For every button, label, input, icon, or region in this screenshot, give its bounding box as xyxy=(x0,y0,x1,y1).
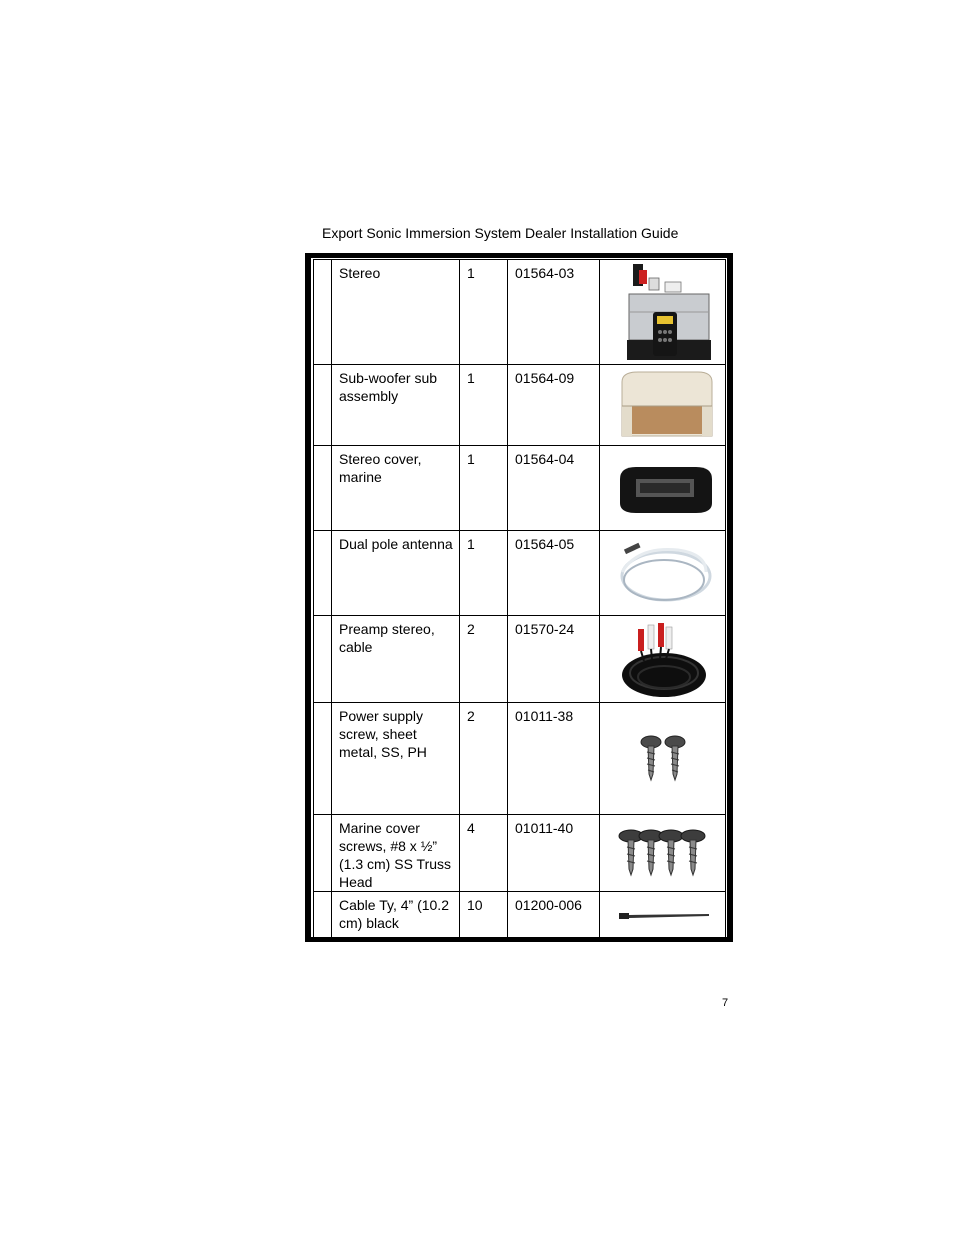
item-description: Preamp stereo, cable xyxy=(332,616,460,703)
cable-tie-icon xyxy=(613,906,713,926)
item-image xyxy=(600,703,726,815)
item-quantity: 1 xyxy=(460,260,508,365)
item-image xyxy=(600,815,726,892)
item-quantity: 1 xyxy=(460,365,508,446)
item-part-number: 01570-24 xyxy=(508,616,600,703)
blank-cell xyxy=(314,365,332,446)
item-image xyxy=(600,365,726,446)
table-row xyxy=(314,892,726,941)
parts-table xyxy=(313,259,726,941)
blank-cell xyxy=(314,531,332,616)
parts-table-inner-border xyxy=(310,257,728,938)
rca-cable-icon xyxy=(608,617,718,701)
two-screws-icon xyxy=(633,734,693,784)
item-part-number: 01564-04 xyxy=(508,446,600,531)
item-part-number: 01564-05 xyxy=(508,531,600,616)
item-quantity: 2 xyxy=(460,703,508,815)
table-row xyxy=(314,260,726,365)
item-image xyxy=(600,616,726,703)
item-image xyxy=(600,260,726,365)
item-description: Stereo xyxy=(332,260,460,365)
item-quantity: 10 xyxy=(460,892,508,941)
table-row xyxy=(314,446,726,531)
blank-cell xyxy=(314,892,332,941)
table-row xyxy=(314,365,726,446)
item-quantity: 2 xyxy=(460,616,508,703)
item-part-number: 01011-38 xyxy=(508,703,600,815)
table-row xyxy=(314,616,726,703)
item-image xyxy=(600,446,726,531)
table-row xyxy=(314,815,726,892)
four-screws-icon xyxy=(615,827,711,879)
item-description: Marine cover screws, #8 x ½” (1.3 cm) SS Truss Head xyxy=(332,815,460,892)
subwoofer-enclosure-icon xyxy=(608,366,718,444)
item-part-number: 01564-03 xyxy=(508,260,600,365)
item-part-number: 01200-006 xyxy=(508,892,600,941)
page-number: 7 xyxy=(722,997,729,1009)
item-part-number: 01011-40 xyxy=(508,815,600,892)
item-description: Cable Ty, 4” (10.2 cm) black xyxy=(332,892,460,941)
blank-cell xyxy=(314,616,332,703)
stereo-cover-icon xyxy=(608,447,718,529)
stereo-head-unit-icon xyxy=(613,260,713,364)
item-quantity: 1 xyxy=(460,446,508,531)
blank-cell xyxy=(314,446,332,531)
item-part-number: 01564-09 xyxy=(508,365,600,446)
item-description: Dual pole antenna xyxy=(332,531,460,616)
item-description: Power supply screw, sheet metal, SS, PH xyxy=(332,703,460,815)
table-row xyxy=(314,531,726,616)
page-header: Export Sonic Immersion System Dealer Installation Guide xyxy=(322,225,679,241)
antenna-cable-icon xyxy=(608,532,718,614)
item-description: Stereo cover, marine xyxy=(332,446,460,531)
item-quantity: 1 xyxy=(460,531,508,616)
parts-table-frame xyxy=(305,253,733,942)
item-description: Sub-woofer sub assembly xyxy=(332,365,460,446)
item-image xyxy=(600,892,726,941)
table-row xyxy=(314,703,726,815)
blank-cell xyxy=(314,703,332,815)
blank-cell xyxy=(314,260,332,365)
item-image xyxy=(600,531,726,616)
blank-cell xyxy=(314,815,332,892)
item-quantity: 4 xyxy=(460,815,508,892)
